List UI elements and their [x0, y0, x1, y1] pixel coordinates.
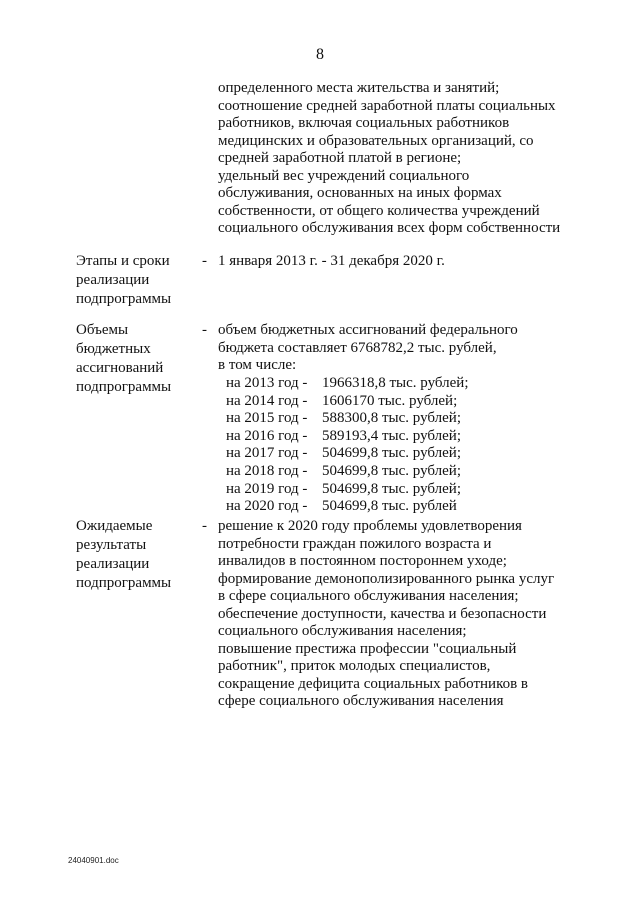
allocation-amount: 588300,8 тыс. рублей;: [322, 410, 461, 427]
label-line: реализации: [76, 556, 150, 572]
allocation-year: на 2020 год -: [226, 498, 308, 515]
allocation-year: на 2015 год -: [226, 410, 308, 427]
text-line: повышение престижа профессии "социальный: [218, 640, 517, 657]
label-line: Объемы: [76, 322, 129, 338]
allocation-row: [226, 375, 469, 393]
allocation-amount: 504699,8 тыс. рублей;: [322, 480, 461, 497]
allocation-amount: 1966318,8 тыс. рублей;: [322, 375, 469, 391]
label-line: подпрограммы: [76, 379, 172, 395]
text-line: формирование демонополизированного рынка услуг: [218, 570, 555, 587]
allocation-amount: 589193,4 тыс. рублей;: [322, 427, 461, 444]
text-line: в том числе:: [218, 357, 297, 373]
allocation-table: [226, 375, 469, 516]
label-line: Ожидаемые: [76, 518, 153, 534]
continuation-text: [218, 80, 560, 238]
allocation-year: на 2013 год -: [226, 375, 308, 391]
text-line: решение к 2020 году проблемы удовлетворения: [218, 518, 522, 534]
funding-dash: -: [202, 322, 207, 338]
allocation-amount: 1606170 тыс. рублей;: [322, 392, 458, 409]
label-line: подпрограммы: [76, 291, 172, 307]
text-line: обслуживания, основанных на иных формах: [218, 185, 502, 201]
allocation-year: на 2018 год -: [226, 462, 308, 479]
allocation-amount: 504699,8 тыс. рублей;: [322, 462, 461, 479]
allocation-year: на 2016 год -: [226, 427, 308, 444]
text-line: в сфере социального обслуживания населения;: [218, 588, 519, 604]
text-line: медицинских и образовательных организаций, со: [218, 132, 534, 149]
allocation-amount: 504699,8 тыс. рублей: [322, 498, 457, 515]
text-line: сфере социального обслуживания населения: [218, 693, 504, 709]
text-line: определенного места жительства и занятий;: [218, 80, 500, 96]
label-line: результаты: [76, 537, 147, 553]
text-line: сокращение дефицита социальных работников в: [218, 675, 529, 692]
text-line: удельный вес учреждений социального: [218, 167, 470, 184]
allocation-amount: 504699,8 тыс. рублей;: [322, 445, 461, 462]
text-line: соотношение средней заработной платы социальных: [218, 97, 556, 114]
text-line: собственности, от общего количества учреждений: [218, 202, 540, 219]
stages-value: 1 января 2013 г. - 31 декабря 2020 г.: [218, 253, 445, 269]
label-line: бюджетных: [76, 341, 151, 357]
footer-filename: 24040901.doc: [68, 856, 119, 865]
label-line: Этапы и сроки: [76, 253, 170, 269]
results-label: [76, 517, 171, 593]
text-line: бюджета составляет 6768782,2 тыс. рублей,: [218, 339, 497, 356]
allocation-row: [226, 393, 469, 411]
allocation-row: [226, 428, 469, 446]
label-line: реализации: [76, 272, 150, 288]
text-line: работников, включая социальных работников: [218, 115, 510, 131]
allocation-row: [226, 481, 469, 499]
funding-label: [76, 321, 171, 397]
allocation-year: на 2014 год -: [226, 392, 308, 409]
results-value: [218, 518, 554, 711]
text-line: обеспечение доступности, качества и безопасности: [218, 605, 547, 622]
allocation-year: на 2019 год -: [226, 480, 308, 497]
allocation-row: [226, 498, 469, 516]
allocation-year: на 2017 год -: [226, 445, 308, 462]
funding-intro: [218, 322, 518, 375]
results-dash: -: [202, 518, 207, 534]
allocation-row: [226, 410, 469, 428]
page-number: 8: [316, 46, 324, 63]
label-line: ассигнований: [76, 360, 164, 376]
text-line: социального обслуживания населения;: [218, 623, 467, 639]
stages-label: [76, 252, 171, 309]
text-line: инвалидов в постоянном постороннем уходе;: [218, 553, 507, 569]
text-line: средней заработной платой в регионе;: [218, 150, 462, 166]
text-line: потребности граждан пожилого возраста и: [218, 535, 492, 552]
text-line: социального обслуживания всех форм собственности: [218, 220, 561, 236]
text-line: работник", приток молодых специалистов,: [218, 658, 491, 674]
text-line: объем бюджетных ассигнований федерального: [218, 322, 518, 338]
allocation-row: [226, 463, 469, 481]
stages-dash: -: [202, 253, 207, 269]
label-line: подпрограммы: [76, 575, 172, 591]
allocation-row: [226, 445, 469, 463]
